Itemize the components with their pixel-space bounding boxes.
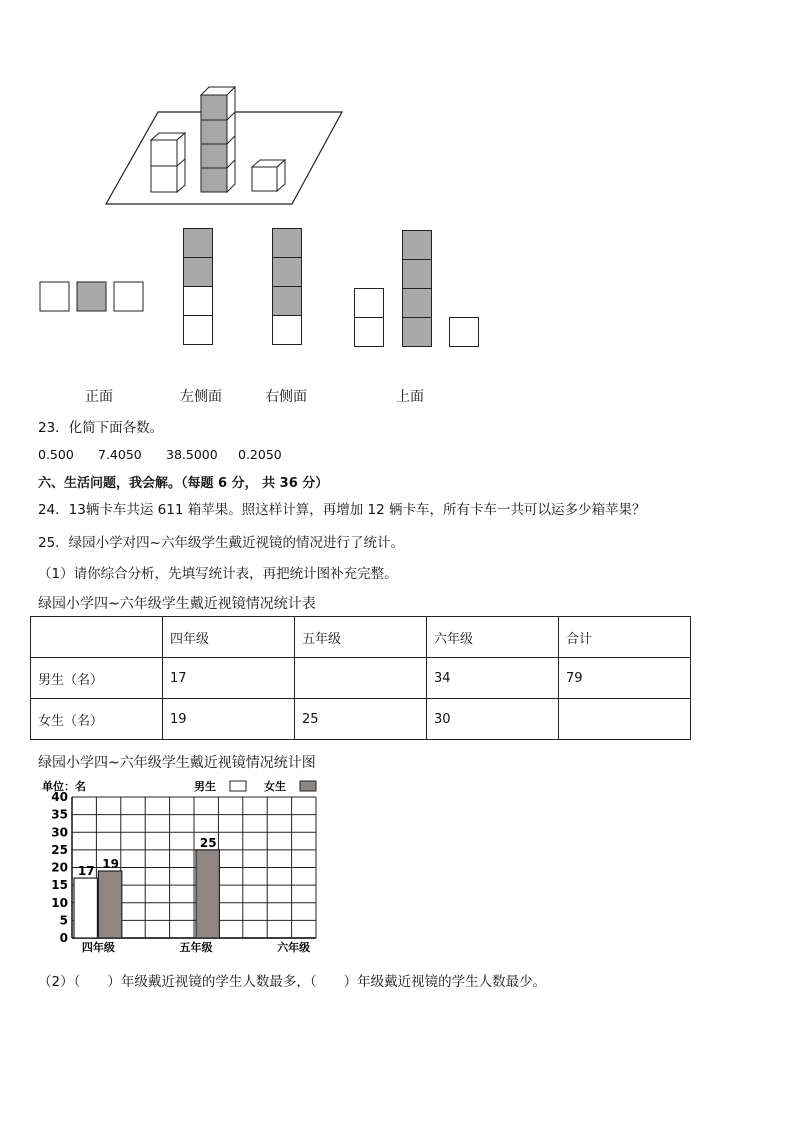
cube-left-stack	[151, 133, 185, 192]
table-cell-blank[interactable]	[559, 699, 691, 740]
stat-table	[30, 616, 691, 740]
table-cell: 男生（名）	[31, 658, 163, 699]
legend-label: 女生	[264, 780, 286, 793]
q24-text: 24．13辆卡车共运 611 箱苹果。照这样计算，再增加 12 辆卡车，所有卡车一共可以运多少箱苹果？	[38, 502, 646, 518]
table-cell: 79	[559, 658, 691, 699]
y-tick-label: 5	[59, 913, 68, 928]
table-cell: 25	[295, 699, 427, 740]
bar	[196, 850, 219, 938]
table-header-row	[31, 617, 691, 658]
x-tick-label: 六年级	[277, 941, 311, 954]
cube-right-single	[252, 160, 285, 191]
y-tick-label: 20	[51, 860, 68, 875]
legend-swatch	[230, 781, 246, 791]
unit-label: 单位：名	[42, 780, 86, 793]
q23-title: 23．化简下面各数。	[38, 420, 164, 436]
q23-number: 0.500	[38, 447, 74, 462]
section-6-heading: 六、生活问题，我会解。（每题 6 分， 共 36 分）	[38, 476, 329, 491]
table-cell: 30	[427, 699, 559, 740]
bar	[98, 871, 121, 938]
cube-middle-stack	[201, 87, 235, 192]
view-label-front: 正面	[85, 389, 113, 405]
q25-part2: （2）（ ）年级戴近视镜的学生人数最多，（ ）年级戴近视镜的学生人数最少。	[38, 974, 547, 990]
q23-number: 0.2050	[238, 447, 282, 462]
legend-label: 男生	[194, 780, 216, 793]
y-tick-label: 15	[51, 878, 68, 893]
legend-swatch	[300, 781, 316, 791]
data-label: 19	[102, 857, 119, 872]
front-view-figure	[38, 280, 148, 314]
cube-stack-figure	[100, 80, 350, 210]
view-label-right: 右侧面	[265, 389, 307, 405]
q23-number: 7.4050	[98, 447, 142, 462]
table-cell: 五年级	[295, 617, 427, 658]
y-tick-label: 40	[51, 790, 68, 804]
y-tick-label: 35	[51, 807, 68, 822]
data-label: 25	[199, 835, 217, 850]
y-tick-label: 0	[59, 931, 68, 945]
bar	[74, 878, 97, 938]
table-cell-blank[interactable]	[295, 658, 427, 699]
table-cell: 六年级	[427, 617, 559, 658]
view-label-top: 上面	[396, 389, 424, 405]
q23-numbers	[38, 447, 282, 462]
table-cell	[31, 617, 163, 658]
table-title: 绿园小学四~六年级学生戴近视镜情况统计表	[38, 596, 316, 612]
table-row	[31, 658, 691, 699]
q23-number: 38.5000	[166, 447, 218, 462]
y-tick-label: 25	[51, 842, 68, 857]
table-cell: 合计	[559, 617, 691, 658]
table-cell: 34	[427, 658, 559, 699]
y-tick-label: 10	[51, 895, 68, 910]
table-cell: 17	[163, 658, 295, 699]
x-tick-label: 五年级	[179, 941, 213, 954]
x-tick-label: 四年级	[81, 941, 115, 954]
bar-chart	[34, 776, 324, 958]
q25-part1: （1）请你综合分析，先填写统计表，再把统计图补充完整。	[38, 566, 398, 582]
q25-title: 25．绿园小学对四~六年级学生戴近视镜的情况进行了统计。	[38, 535, 404, 551]
table-cell: 四年级	[163, 617, 295, 658]
left-view-figure	[182, 227, 216, 347]
data-label: 17	[77, 864, 95, 879]
table-cell: 19	[163, 699, 295, 740]
y-tick-label: 30	[51, 825, 68, 840]
right-view-figure	[271, 227, 305, 347]
top-view-figure	[353, 228, 483, 350]
chart-title: 绿园小学四~六年级学生戴近视镜情况统计图	[38, 755, 316, 771]
table-row	[31, 699, 691, 740]
table-cell: 女生（名）	[31, 699, 163, 740]
view-label-left: 左侧面	[180, 389, 222, 405]
